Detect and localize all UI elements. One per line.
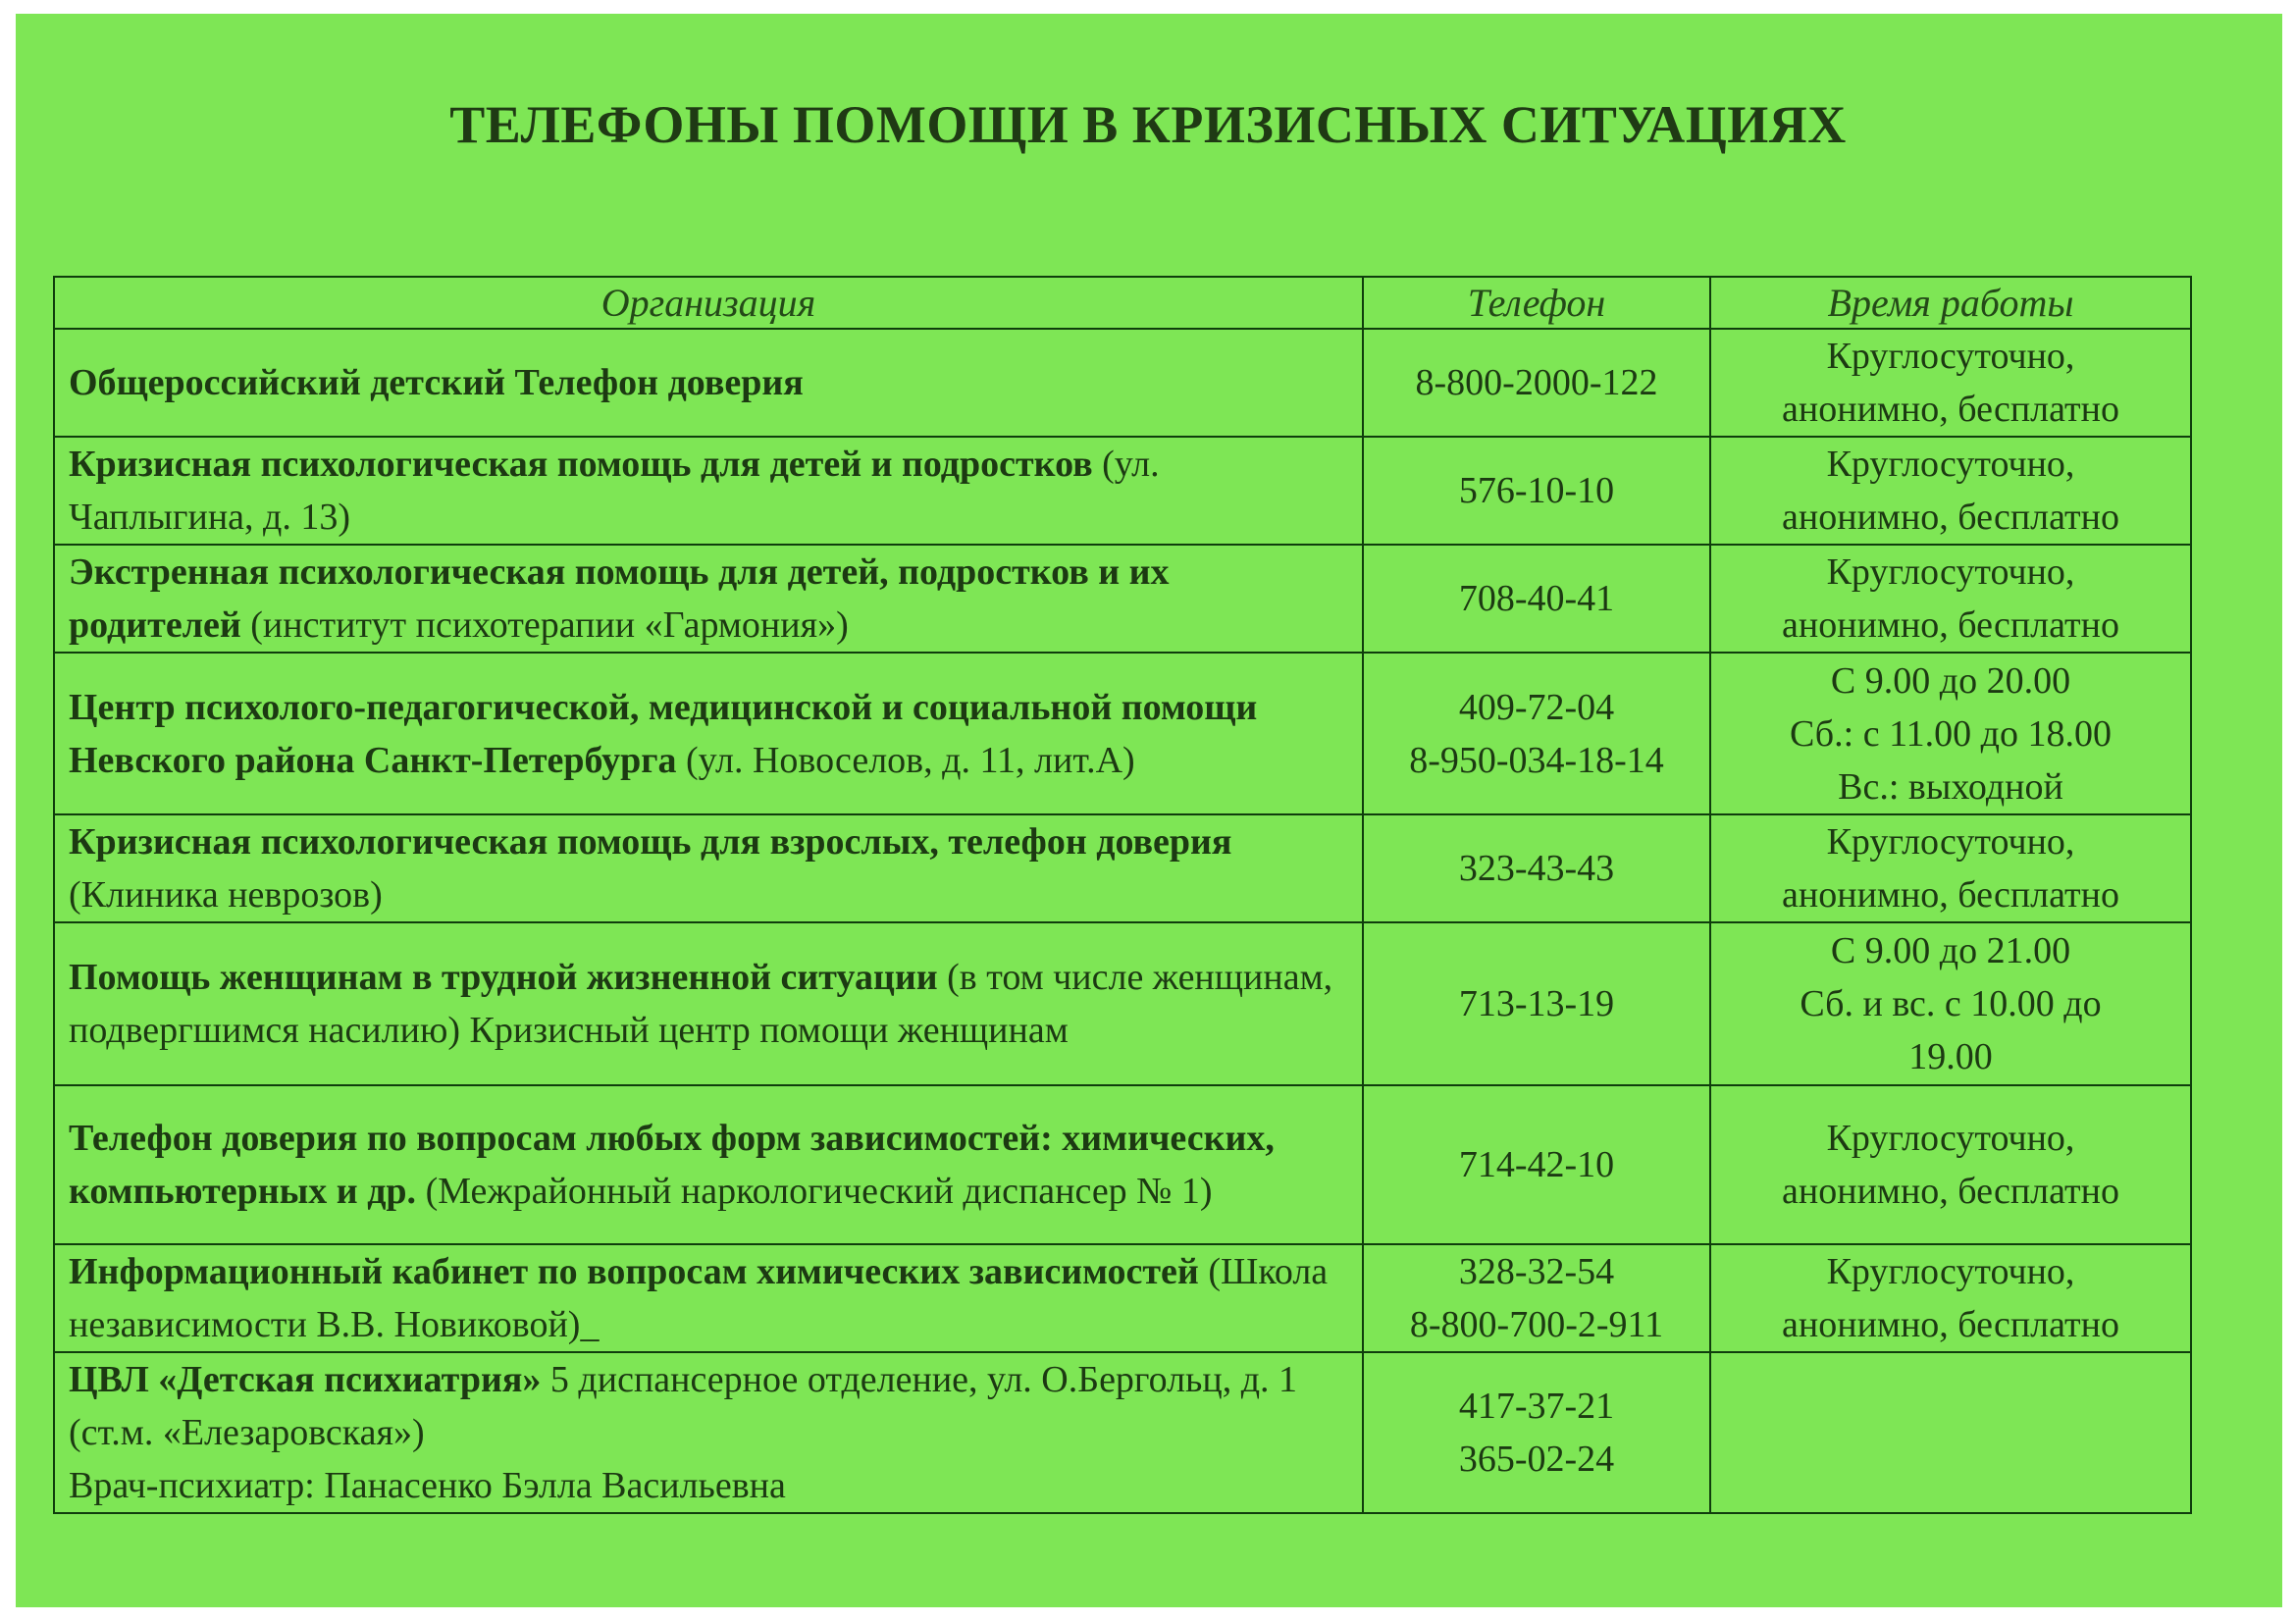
table-row: [54, 1085, 2191, 1244]
hours-cell: [1710, 653, 2191, 814]
organization-details: (институт психотерапии «Гармония»): [250, 604, 849, 646]
organization-cell: [54, 329, 1363, 437]
organization-details: (ул. Новоселов, д. 11, лит.А): [686, 739, 1135, 781]
organization-cell: [54, 1085, 1363, 1244]
hours-line: Сб. и вс. с 10.00 до: [1800, 983, 2102, 1024]
phone-cell: [1363, 653, 1710, 814]
phone-cell: [1363, 545, 1710, 653]
organization-cell: [54, 437, 1363, 545]
table-row: [54, 545, 2191, 653]
organization-details: (Клиника неврозов): [69, 874, 383, 916]
phone-number[interactable]: 576-10-10: [1458, 470, 1615, 511]
organization-cell: [54, 545, 1363, 653]
organization-details: (Межрайонный наркологический диспансер № 1): [425, 1171, 1213, 1212]
hours-line: Круглосуточно,: [1826, 444, 2075, 485]
hours-line: анонимно, бесплатно: [1782, 874, 2119, 916]
organization-details: (ул. Чаплыгина, д. 13): [69, 444, 1160, 538]
phone-cell: [1363, 814, 1710, 922]
organization-name: Общероссийский детский Телефон доверия: [69, 362, 804, 403]
crisis-phones-table: [53, 276, 2192, 1514]
phone-cell: [1363, 1244, 1710, 1352]
organization-name: Информационный кабинет по вопросам химических зависимостей: [69, 1251, 1199, 1292]
hours-line: Круглосуточно,: [1826, 336, 2075, 377]
hours-cell: [1710, 329, 2191, 437]
hours-line: Круглосуточно,: [1826, 551, 2075, 593]
table-row: [54, 1244, 2191, 1352]
hours-line: анонимно, бесплатно: [1782, 389, 2119, 430]
table-row: [54, 653, 2191, 814]
organization-cell: [54, 653, 1363, 814]
organization-cell: [54, 1244, 1363, 1352]
table-row: [54, 814, 2191, 922]
hours-line: С 9.00 до 20.00: [1830, 659, 2071, 702]
table-header-row: [54, 277, 2191, 329]
phone-number[interactable]: 8-950-034-18-14: [1409, 739, 1664, 781]
phone-number[interactable]: 417-37-21: [1458, 1386, 1615, 1427]
phone-number[interactable]: 409-72-04: [1458, 686, 1615, 728]
organization-name: Телефон доверия по вопросам любых форм зависимостей: химических, компьютерных и др.: [69, 1118, 1275, 1212]
phone-number[interactable]: 713-13-19: [1458, 983, 1615, 1024]
column-header-hours: Время работы: [1710, 277, 2191, 329]
hours-line: С 9.00 до 21.00: [1830, 930, 2071, 971]
hours-cell: [1710, 922, 2191, 1085]
phone-number[interactable]: 708-40-41: [1458, 578, 1615, 619]
page-title: ТЕЛЕФОНЫ ПОМОЩИ В КРИЗИСНЫХ СИТУАЦИЯХ: [449, 95, 1847, 154]
organization-name: Центр психолого-педагогической, медицинской и социальной помощи Невского района Санкт-Петербурга: [69, 686, 1258, 781]
hours-line: анонимно, бесплатно: [1782, 604, 2119, 646]
phone-number[interactable]: 714-42-10: [1458, 1144, 1615, 1185]
table-row: [54, 329, 2191, 437]
phone-number[interactable]: 323-43-43: [1458, 848, 1615, 889]
phone-number[interactable]: 8-800-700-2-911: [1409, 1304, 1664, 1345]
phone-cell: [1363, 329, 1710, 437]
organization-cell: [54, 1352, 1363, 1513]
phone-cell: [1363, 437, 1710, 545]
hours-line: анонимно, бесплатно: [1782, 1304, 2119, 1345]
organization-details: 5 диспансерное отделение, ул. О.Бергольц, д. 1 (ст.м. «Елезаровская»): [69, 1359, 1298, 1453]
hours-cell: [1710, 437, 2191, 545]
table-row: [54, 1352, 2191, 1513]
table-row: [54, 922, 2191, 1085]
hours-line: Сб.: с 11.00 до 18.00: [1790, 712, 2112, 755]
phone-number[interactable]: 8-800-2000-122: [1415, 362, 1658, 403]
hours-cell: [1710, 545, 2191, 653]
organization-details: (Школа независимости В.В. Новиковой)_: [69, 1251, 1329, 1345]
column-header-organization: Организация: [54, 277, 1363, 329]
hours-line: Вс.: выходной: [1838, 765, 2063, 808]
organization-name: Кризисная психологическая помощь для детей и подростков: [69, 444, 1093, 485]
organization-name: ЦВЛ «Детская психиатрия»: [69, 1359, 542, 1400]
hours-line: 19.00: [1908, 1036, 1993, 1077]
phone-cell: [1363, 1085, 1710, 1244]
column-header-phone: Телефон: [1363, 277, 1710, 329]
hours-cell: [1710, 814, 2191, 922]
organization-name: Кризисная психологическая помощь для взрослых, телефон доверия: [69, 821, 1232, 863]
organization-name: Помощь женщинам в трудной жизненной ситуации: [69, 957, 938, 998]
phone-cell: [1363, 922, 1710, 1085]
hours-cell: [1710, 1244, 2191, 1352]
organization-cell: [54, 814, 1363, 922]
hours-line: Круглосуточно,: [1826, 1118, 2075, 1159]
phone-cell: [1363, 1352, 1710, 1513]
table-row: [54, 437, 2191, 545]
hours-cell: [1710, 1085, 2191, 1244]
organization-doctor: Врач-психиатр: Панасенко Бэлла Васильевна: [69, 1465, 786, 1506]
hours-line: анонимно, бесплатно: [1782, 497, 2119, 538]
organization-details: (в том числе женщинам, подвергшимся насилию) Кризисный центр помощи женщинам: [69, 957, 1333, 1051]
hours-cell-empty: [1710, 1352, 2191, 1513]
hours-line: Круглосуточно,: [1826, 821, 2075, 863]
organization-cell: [54, 922, 1363, 1085]
phone-number[interactable]: 365-02-24: [1458, 1439, 1615, 1480]
phone-number[interactable]: 328-32-54: [1458, 1251, 1615, 1292]
organization-name: Экстренная психологическая помощь для детей, подростков и их родителей: [69, 551, 1170, 646]
hours-line: анонимно, бесплатно: [1782, 1171, 2119, 1212]
hours-line: Круглосуточно,: [1826, 1251, 2075, 1292]
